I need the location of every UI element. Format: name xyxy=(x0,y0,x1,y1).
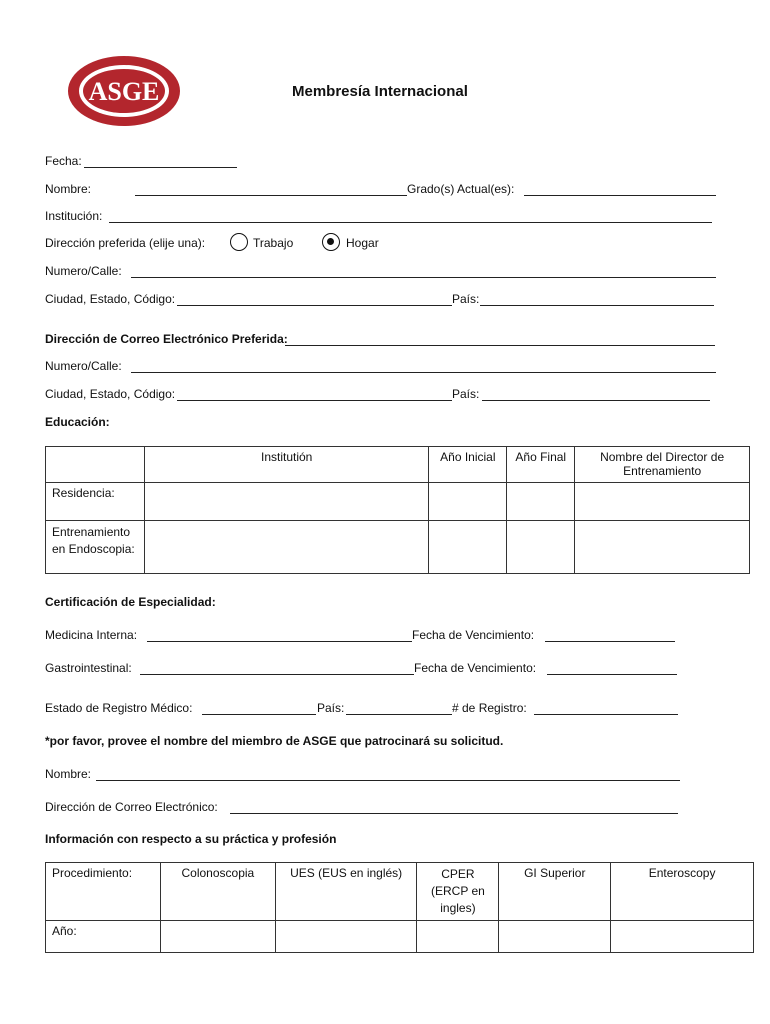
practice-cell[interactable] xyxy=(611,921,754,953)
trabajo-radio[interactable] xyxy=(230,233,248,251)
pais-field[interactable] xyxy=(480,305,714,306)
numero-calle-label: Numero/Calle: xyxy=(45,264,122,278)
education-cell[interactable] xyxy=(507,521,575,574)
sponsor-nombre-label: Nombre: xyxy=(45,767,92,781)
ciudad-2-label: Ciudad, Estado, Código: xyxy=(45,387,176,401)
pais-label: País: xyxy=(452,292,480,306)
institucion-field[interactable] xyxy=(109,222,712,223)
education-table xyxy=(45,446,750,574)
ciudad-label: Ciudad, Estado, Código: xyxy=(45,292,176,306)
sponsor-correo-field[interactable] xyxy=(230,813,678,814)
ciudad-field[interactable] xyxy=(177,305,452,306)
sponsor-note: *por favor, provee el nombre del miembro de ASGE que patrocinará su solicitud. xyxy=(45,734,504,748)
sponsor-nombre-field[interactable] xyxy=(96,780,680,781)
num-registro-label: # de Registro: xyxy=(452,701,527,715)
gastrointestinal-label: Gastrointestinal: xyxy=(45,661,132,675)
logo-text: ASGE xyxy=(88,77,160,106)
education-cell[interactable] xyxy=(575,483,750,521)
education-row-label-residencia: Residencia: xyxy=(46,483,145,521)
medicina-interna-field[interactable] xyxy=(147,641,412,642)
education-header-empty xyxy=(46,447,145,483)
education-cell[interactable] xyxy=(144,483,428,521)
education-header-ano-final: Año Final xyxy=(507,447,575,483)
direccion-preferida-label: Dirección preferida (elije una): xyxy=(45,236,206,250)
grado-field[interactable] xyxy=(524,195,716,196)
ciudad-2-field[interactable] xyxy=(177,400,452,401)
institucion-label: Institución: xyxy=(45,209,103,223)
education-row-label-endoscopia: Entrenamiento en Endoscopia: xyxy=(46,521,145,574)
education-cell[interactable] xyxy=(507,483,575,521)
vencimiento-2-field[interactable] xyxy=(547,674,677,675)
page-title: Membresía Internacional xyxy=(292,83,468,100)
practice-table xyxy=(45,862,754,953)
sponsor-correo-label: Dirección de Correo Electrónico: xyxy=(45,800,218,814)
practica-heading: Información con respecto a su práctica y profesión xyxy=(45,832,337,846)
practice-cell[interactable] xyxy=(417,921,499,953)
education-header-institucion: Institutión xyxy=(144,447,428,483)
correo-preferida-label: Dirección de Correo Electrónico Preferida: xyxy=(45,332,288,346)
vencimiento-1-field[interactable] xyxy=(545,641,675,642)
gastrointestinal-field[interactable] xyxy=(140,674,414,675)
cert-pais-field[interactable] xyxy=(346,714,452,715)
practice-cell[interactable] xyxy=(275,921,417,953)
trabajo-label: Trabajo xyxy=(253,236,294,250)
numero-calle-2-label: Numero/Calle: xyxy=(45,359,122,373)
practice-cell[interactable] xyxy=(160,921,275,953)
nombre-field[interactable] xyxy=(135,195,407,196)
numero-calle-2-field[interactable] xyxy=(131,372,716,373)
correo-preferida-field[interactable] xyxy=(285,345,715,346)
cert-pais-label: País: xyxy=(317,701,345,715)
practice-header-cper: CPER (ERCP en ingles) xyxy=(417,863,499,921)
education-cell[interactable] xyxy=(144,521,428,574)
certificacion-heading: Certificación de Especialidad: xyxy=(45,595,216,609)
education-cell[interactable] xyxy=(575,521,750,574)
educacion-heading: Educación: xyxy=(45,415,110,429)
nombre-label: Nombre: xyxy=(45,182,92,196)
pais-2-label: País: xyxy=(452,387,480,401)
grado-label: Grado(s) Actual(es): xyxy=(407,182,515,196)
education-cell[interactable] xyxy=(429,521,507,574)
practice-header-ues: UES (EUS en inglés) xyxy=(275,863,417,921)
practice-header-enteroscopy: Enteroscopy xyxy=(611,863,754,921)
hogar-label: Hogar xyxy=(346,236,379,250)
hogar-radio[interactable] xyxy=(322,233,340,251)
fecha-label: Fecha: xyxy=(45,154,82,168)
practice-row-label-ano: Año: xyxy=(46,921,161,953)
practice-cell[interactable] xyxy=(499,921,611,953)
vencimiento-1-label: Fecha de Vencimiento: xyxy=(412,628,535,642)
hogar-selected-dot xyxy=(327,238,334,245)
education-cell[interactable] xyxy=(429,483,507,521)
practice-header-colonoscopia: Colonoscopia xyxy=(160,863,275,921)
estado-registro-label: Estado de Registro Médico: xyxy=(45,701,193,715)
pais-2-field[interactable] xyxy=(482,400,710,401)
num-registro-field[interactable] xyxy=(534,714,678,715)
asge-logo xyxy=(66,54,182,128)
education-header-ano-inicial: Año Inicial xyxy=(429,447,507,483)
education-header-director: Nombre del Director de Entrenamiento xyxy=(575,447,750,483)
vencimiento-2-label: Fecha de Vencimiento: xyxy=(414,661,537,675)
medicina-interna-label: Medicina Interna: xyxy=(45,628,138,642)
numero-calle-field[interactable] xyxy=(131,277,716,278)
estado-registro-field[interactable] xyxy=(202,714,316,715)
practice-header-gi-superior: GI Superior xyxy=(499,863,611,921)
practice-header-procedimiento: Procedimiento: xyxy=(46,863,161,921)
fecha-field[interactable] xyxy=(84,167,237,168)
